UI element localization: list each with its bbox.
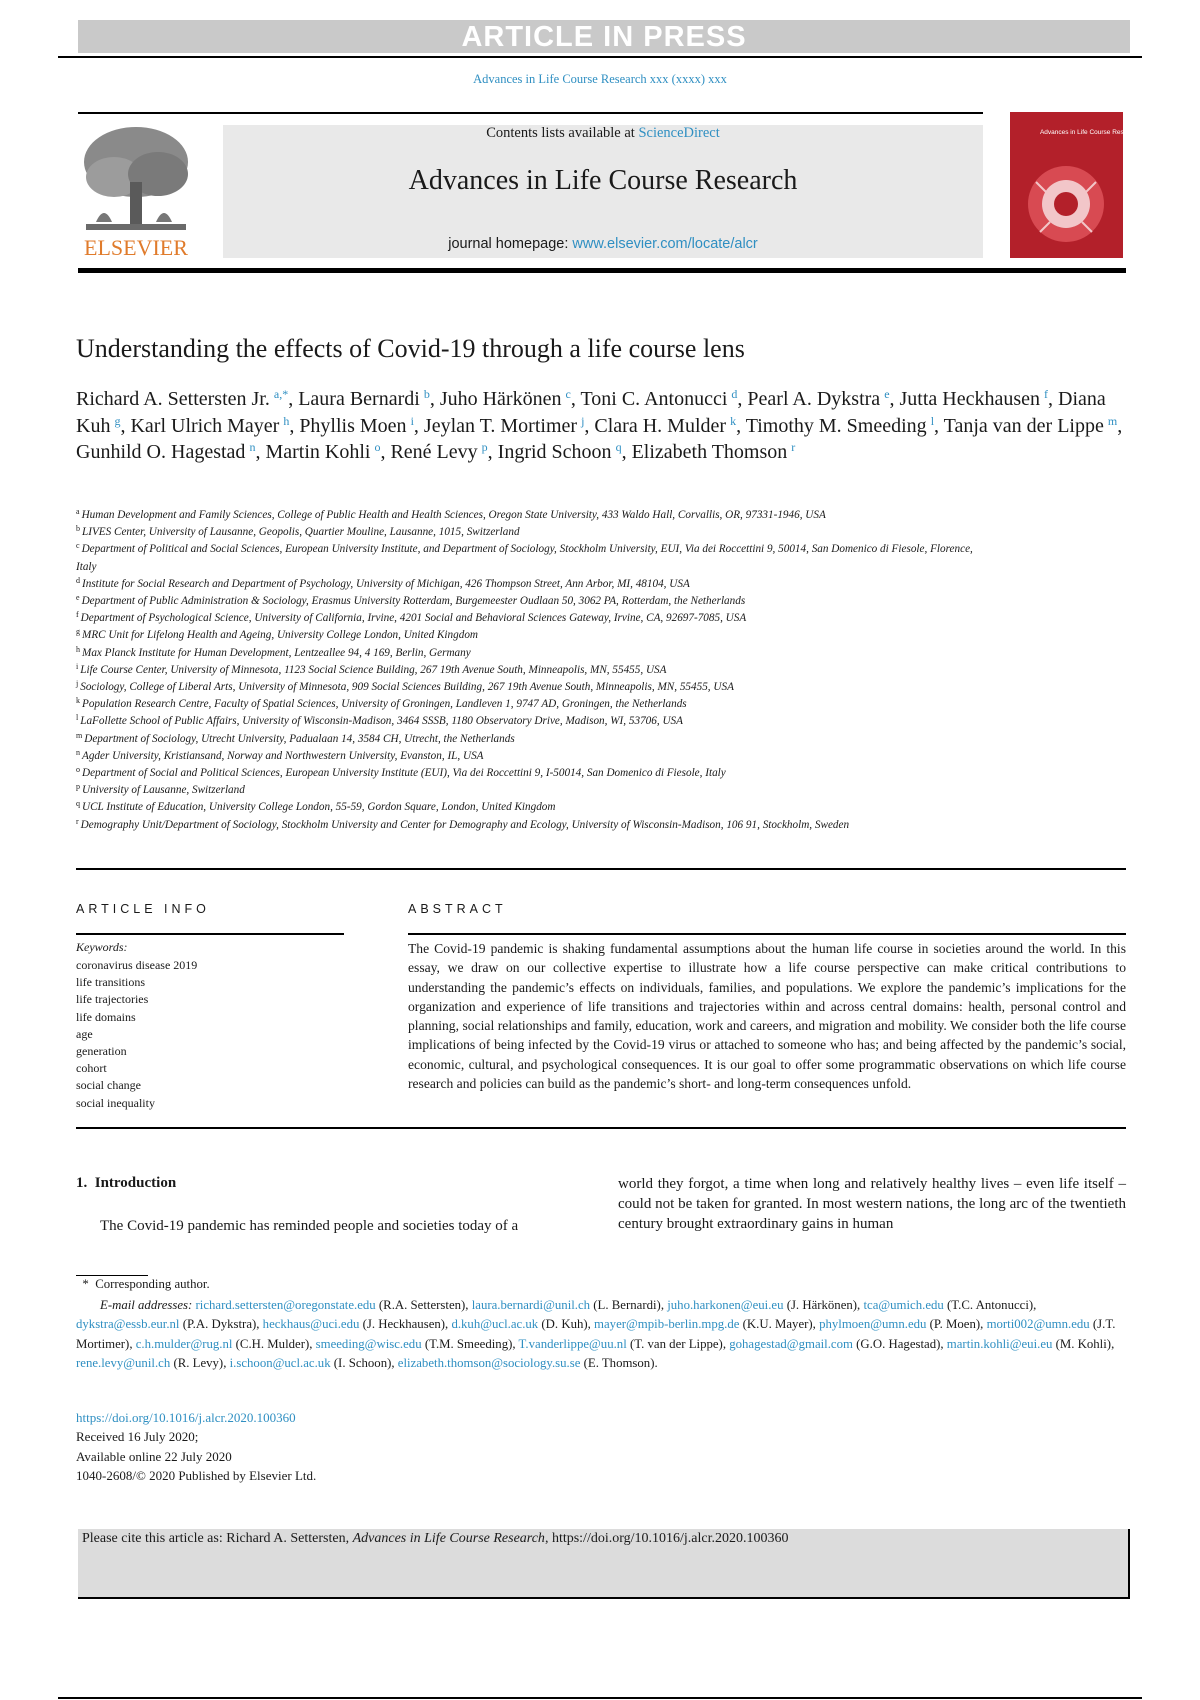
affiliation-item [76,593,996,610]
cite-text [82,1531,789,1547]
email-owner: (M. Kohli) [1055,1336,1112,1351]
email-label: E-mail addresses: [100,1298,193,1312]
email-link[interactable]: martin.kohli@eui.eu [946,1336,1053,1351]
asterisk-mark: * [82,1277,89,1291]
author-name: Laura Bernardi [298,388,420,410]
section-title: Introduction [94,1175,177,1191]
email-link[interactable]: dykstra@essb.eur.nl [76,1317,180,1332]
corresponding-author-note [76,1277,210,1292]
author [498,441,622,463]
affiliation-text: Life Course Center, University of Minnesota, 1123 Social Science Building, 267 19th Avenue South, Minneapolis, MN, 55455, USA [80,663,667,676]
affiliation-item [76,507,996,524]
keyword-item: cohort [76,1061,107,1076]
email-owner: (C.H. Mulder) [235,1336,310,1351]
affiliation-item [76,541,996,575]
affiliation-item [76,524,996,541]
author-name: Elizabeth Thomson [631,441,788,463]
affiliation-mark: q [76,799,80,809]
journal-title: Advances in Life Course Research [408,165,798,196]
affiliation-text: Agder University, Kristiansand, Norway and Northwestern University, Evanston, IL, USA [82,749,484,762]
author [746,415,934,437]
article-info-rule [76,933,344,935]
email-link[interactable]: phylmoen@umn.edu [819,1317,927,1332]
author-affiliation-mark[interactable]: q [615,440,622,454]
author-affiliation-mark[interactable]: j [581,413,585,428]
email-link[interactable]: heckhaus@uci.edu [262,1317,360,1332]
author-name: Pearl A. Dykstra [747,388,881,410]
author [580,388,737,410]
author-affiliation-mark[interactable]: e [884,387,890,401]
affiliation-mark: d [76,575,80,585]
author-name: Diana Kuh [76,388,1106,437]
affiliation-mark: i [76,661,79,671]
author-affiliation-mark[interactable]: a,* [273,387,289,401]
affiliation-text: Sociology, College of Liberal Arts, University of Minnesota, 909 Social Sciences Building, 267 19th Avenue South, Minneapolis, MN, 55455, USA [80,681,734,694]
keyword-item: generation [76,1044,127,1059]
publication-info [76,1408,316,1485]
journal-reference[interactable] [0,72,1200,87]
author [390,441,487,463]
affiliation-mark: c [76,541,80,551]
email-link[interactable]: gohagestad@gmail.com [729,1336,853,1351]
footnote-rule [76,1275,148,1276]
journal-reference-link[interactable]: Advances in Life Course Research xxx (xxxx) xxx [473,72,727,86]
keyword-item: life trajectories [76,992,149,1007]
author [76,441,255,463]
intro-column-left: The Covid-19 pandemic has reminded people and societies today of a [100,1218,519,1234]
homepage-link[interactable]: www.elsevier.com/locate/alcr [572,236,758,252]
affiliation-text: Max Planck Institute for Human Development, Lentzeallee 94, 4 169, Berlin, Germany [82,646,471,659]
email-link[interactable]: tca@umich.edu [863,1298,944,1312]
email-owner: (R.A. Settersten) [378,1298,466,1312]
author-name: Karl Ulrich Mayer [130,414,280,437]
affiliation-mark: f [76,610,79,620]
author-affiliation-mark[interactable]: d [731,387,738,401]
affiliation-text: MRC Unit for Lifelong Health and Ageing, University College London, United Kingdom [82,629,478,642]
email-owner: (J.T. Mortimer) [76,1317,1116,1351]
affiliation-text: University of Lausanne, Switzerland [82,784,245,797]
email-link[interactable]: smeeding@wisc.edu [315,1336,422,1351]
author-name: Jeylan T. Mortimer [423,414,578,437]
affiliation-item [76,765,996,782]
keyword-item: social inequality [76,1095,155,1110]
affiliation-item [76,610,996,627]
email-link[interactable]: rene.levy@unil.ch [76,1355,171,1370]
author-affiliation-mark[interactable]: f [1044,387,1049,401]
author-affiliation-mark[interactable]: g [114,413,121,428]
doi-link[interactable]: https://doi.org/10.1016/j.alcr.2020.100360 [76,1410,296,1425]
affiliation-item [76,713,996,730]
author-affiliation-mark[interactable]: m [1107,413,1118,428]
email-owner: (P. Moen) [929,1317,981,1332]
author [298,388,430,410]
author-affiliation-mark[interactable]: l [930,413,935,428]
affiliation-mark: o [76,765,80,775]
keyword-item: life transitions [76,975,145,990]
contents-line [223,125,983,142]
author-affiliation-mark[interactable]: n [249,440,256,454]
author [747,388,889,410]
affiliation-mark: h [76,644,80,654]
affiliation-item [76,696,996,713]
email-link[interactable]: T.vanderlippe@uu.nl [518,1336,627,1351]
author-affiliation-mark[interactable]: o [374,440,381,454]
author-name: Richard A. Settersten Jr. [76,388,270,410]
author-name: Juho Härkönen [439,388,562,410]
author-name: Phyllis Moen [299,414,407,437]
email-owner: (J. Heckhausen) [362,1317,446,1332]
affiliation-mark: r [76,816,79,826]
author [594,415,736,437]
abstract-rule [408,933,1126,935]
author [130,415,289,437]
email-owner: (J. Härkönen) [786,1298,858,1312]
sciencedirect-link[interactable]: ScienceDirect [638,125,720,141]
affiliation-text: Institute for Social Research and Department of Psychology, University of Michigan, 426 Thompson Street, Ann Arbor, MI, 48104, USA [82,577,690,590]
keywords-list [76,957,197,1112]
author-affiliation-mark[interactable]: b [423,387,430,401]
email-owner: (P.A. Dykstra) [182,1317,257,1332]
author-name: Tanja van der Lippe [943,414,1104,437]
author-affiliation-mark[interactable]: k [730,413,737,428]
available-date: Available online 22 July 2020 [76,1448,232,1464]
affiliation-mark: n [76,747,80,757]
article-info-heading: ARTICLE INFO [76,902,210,916]
affiliation-text: Department of Psychological Science, University of California, Irvine, 4201 Social and Behavioral Sciences Gateway, Irvine, CA, 92697-7085, USA [80,612,747,625]
email-link[interactable]: d.kuh@ucl.ac.uk [451,1317,539,1332]
affiliation-mark: g [76,627,80,637]
affiliation-text: LaFollette School of Public Affairs, University of Wisconsin-Madison, 3464 SSSB, 1180 Observatory Drive, Madison, WI, 53706, USA [80,715,683,728]
author [944,415,1118,437]
author [900,388,1049,410]
email-owner: (T. van der Lippe) [629,1336,723,1351]
author-name: Jutta Heckhausen [899,388,1041,410]
homepage-line [223,236,983,252]
email-link[interactable]: juho.harkonen@eui.eu [667,1298,784,1312]
affiliation-item [76,576,996,593]
email-owner: (T.M. Smeeding) [424,1336,513,1351]
author-affiliation-mark[interactable]: p [481,440,488,454]
affiliation-mark: m [76,730,83,740]
affiliation-text: Department of Public Administration & Sociology, Erasmus University Rotterdam, Burgemeester Oudlaan 50, 3062 PA, Rotterdam, the Netherlands [81,595,746,608]
affiliation-mark: j [76,679,79,689]
affiliation-item [76,782,996,799]
journal-cover [1010,112,1141,258]
elsevier-logo [76,122,196,262]
affiliation-text: Department of Sociology, Utrecht University, Padualaan 14, 3584 CH, Utrecht, the Netherlands [84,732,515,745]
section-number: 1. [76,1175,88,1191]
article-in-press-banner [78,20,1130,53]
abstract-text: The Covid-19 pandemic is shaking fundamental assumptions about the human life course in societies around the world. In this essay, we draw on our collective expertise to illustrate how a life course perspective can make critical contributions to understanding the pandemic’s effects on individuals, families, and populations. We explore the pandemic’s implications for the organization and experience of life transitions and trajectories within and across central domains: health, personal control and planning, social relationships and family, education, work and careers, and migration and mobility. We consider both the life course implications of being infected by the Covid-19 virus or attached to someone who has; and being affected by the pandemic’s social, economic, cultural, and psychological consequences. It is our goal to offer some programmatic observations on which life course research and policies can build as the pandemic’s short- and long-term consequences unfold. [408,941,1126,1092]
affiliation-item [76,662,996,679]
author-name: Timothy M. Smeeding [745,414,927,437]
affiliation-mark: l [76,713,79,723]
affiliation-item [76,679,996,696]
cover-title: Advances in Life Course Research [1039,129,1141,136]
corresponding-author-text: Corresponding author. [95,1277,210,1291]
email-link[interactable]: laura.bernardi@unil.ch [471,1298,591,1312]
email-link[interactable]: morti002@umn.edu [986,1317,1090,1332]
affiliation-text: Department of Political and Social Sciences, European University Institute, and Department of Sociology, Stockholm University, EUI, Via dei Roccettini 9, 50014, San Domenico di Fiesole, Florence, Italy [76,543,973,573]
author-name: Gunhild O. Hagestad [76,441,246,463]
affiliation-mark: k [76,696,80,706]
affiliation-list [76,507,996,834]
email-owner: (K.U. Mayer) [742,1317,813,1332]
email-owner: (G.O. Hagestad) [856,1336,941,1351]
keyword-item: life domains [76,1009,136,1024]
elsevier-wordmark: ELSEVIER [84,235,188,260]
keyword-item: age [76,1026,93,1041]
keywords-label: Keywords: [76,940,128,954]
homepage-prefix: journal homepage: [448,236,573,252]
keyword-item: social change [76,1078,141,1093]
author-name: Martin Kohli [265,441,371,463]
author-affiliation-mark[interactable]: r [791,440,796,454]
affiliation-text: Population Research Centre, Faculty of Spatial Sciences, University of Groningen, Landleven 1, 9747 AD, Groningen, the Netherlands [82,698,687,711]
author-name: Toni C. Antonucci [580,388,728,410]
affiliation-item [76,817,996,834]
email-owner: (E. Thomson) [583,1355,655,1370]
page-bottom-rule [58,1697,1142,1699]
banner-text: ARTICLE IN PRESS [461,21,747,53]
paper-title: Understanding the effects of Covid-19 through a life course lens [76,334,745,363]
email-owner: (R. Levy) [173,1355,224,1370]
email-link[interactable]: c.h.mulder@rug.nl [135,1336,233,1351]
email-owner: (L. Bernardi) [593,1298,661,1312]
affiliation-text: Demography Unit/Department of Sociology, Stockholm University and Center for Demography and Ecology, University of Wisconsin-Madison, 106 91, Stockholm, Sweden [80,818,850,831]
affiliation-item [76,799,996,816]
author-name: René Levy [390,441,478,463]
affiliation-mark: b [76,524,80,534]
affiliation-item [76,627,996,644]
author [299,415,414,437]
author [424,415,584,437]
contents-prefix: Contents lists available at [486,125,639,141]
email-addresses: E-mail addresses: richard.settersten@oregonstate.edu (R.A. Settersten), laura.bernardi@unil.ch (L. Bernardi), juho.harkonen@eui.eu (J. Härkönen), tca@umich.edu (T.C. Antonucci), dykstra@essb.eur.nl (P.A. Dykstra), heckhaus@uci.edu (J. Heckhausen), d.kuh@ucl.ac.uk (D. Kuh), mayer@mpib-berlin.mpg.de (K.U. Mayer), phylmoen@umn.edu (P. Moen), morti002@umn.edu (J.T. Mortimer), c.h.mulder@rug.nl (C.H. Mulder), smeeding@wisc.edu (T.M. Smeeding), T.vanderlippe@uu.nl (T. van der Lippe), gohagestad@gmail.com (G.O. Hagestad), martin.kohli@eui.eu (M. Kohli), rene.levy@unil.ch (R. Levy), i.schoon@ucl.ac.uk (I. Schoon), elizabeth.thomson@sociology.su.se (E. Thomson). [76,1298,1116,1370]
affiliation-text: LIVES Center, University of Lausanne, Geopolis, Quartier Mouline, Lausanne, 1015, Switzerland [82,526,520,539]
email-link[interactable]: i.schoon@ucl.ac.uk [229,1355,331,1370]
affiliation-item [76,731,996,748]
affiliation-text: Department of Social and Political Sciences, European University Institute (EUI), Via dei Roccettini 9, I-50014, San Domenico di Fiesole, Italy [82,767,726,780]
affiliation-text: UCL Institute of Education, University College London, 55-59, Gordon Square, London, United Kingdom [82,801,556,814]
affiliation-text: Human Development and Family Sciences, College of Public Health and Health Sciences, Oregon State University, 433 Waldo Hall, Corvallis, OR, 97331-1946, USA [81,509,826,521]
author [632,441,796,463]
keyword-item: coronavirus disease 2019 [76,958,198,972]
email-link[interactable]: mayer@mpib-berlin.mpg.de [594,1317,740,1332]
affiliation-divider [76,868,1126,870]
author-affiliation-mark[interactable]: c [565,387,571,401]
email-owner: (D. Kuh) [541,1317,588,1332]
intro-column-right: world they forgot, a time when long and relatively healthy lives – even life itself – could not be taken for granted. In most western nations, the long arc of the twentieth century brought extraordinary gains in human [618,1176,1126,1232]
cite-suffix: , https://doi.org/10.1016/j.alcr.2020.100360 [544,1531,789,1546]
section-heading-introduction [76,1175,176,1192]
affiliation-mark: a [76,507,80,516]
affiliation-item [76,748,996,765]
author-list: Richard A. Settersten Jr. $^{a,*}$, Laura Bernardi $^b$, Juho Härkönen $^c$, Toni C. Antonucci $^d$, Pearl A. Dykstra $^e$, Jutta Heckhausen $^f$, Diana Kuh $^g$, Karl Ulrich Mayer $^h$, Phyllis Moen $^i$, Jeylan T. Mortimer $^j$, Clara H. Mulder $^k$, Timothy M. Smeeding $^l$, Tanja van der Lippe $^m$, Gunhild O. Hagestad $^n$, Martin Kohli $^o$, René Levy $^p$, Ingrid Schoon $^q$, Elizabeth Thomson $^r$ [76,387,1123,463]
author-name: Ingrid Schoon [497,441,612,463]
email-owner: (T.C. Antonucci) [947,1298,1034,1312]
affiliation-item [76,645,996,662]
author-affiliation-mark[interactable]: i [410,413,414,428]
email-owner: (I. Schoon) [333,1355,392,1370]
cite-prefix: Please cite this article as: Richard A. Settersten, [82,1531,353,1546]
banner-divider [58,56,1142,58]
author [76,388,288,410]
email-link[interactable]: elizabeth.thomson@sociology.su.se [397,1355,581,1370]
abstract-divider [76,1127,1126,1129]
received-date: Received 16 July 2020; [76,1429,199,1445]
cite-journal: Advances in Life Course Research [352,1531,545,1546]
author [265,441,380,463]
author-name: Clara H. Mulder [594,414,727,437]
issn-copyright: 1040-2608/© 2020 Published by Elsevier Ltd. [76,1467,317,1483]
affiliation-mark: p [76,782,80,792]
header-bottom-rule [78,268,1126,273]
author-affiliation-mark[interactable]: h [283,413,290,428]
affiliation-mark: e [76,593,80,603]
email-link[interactable]: richard.settersten@oregonstate.edu [195,1298,376,1312]
author [440,388,571,410]
header-top-rule [78,112,983,114]
abstract-heading: ABSTRACT [408,902,507,916]
